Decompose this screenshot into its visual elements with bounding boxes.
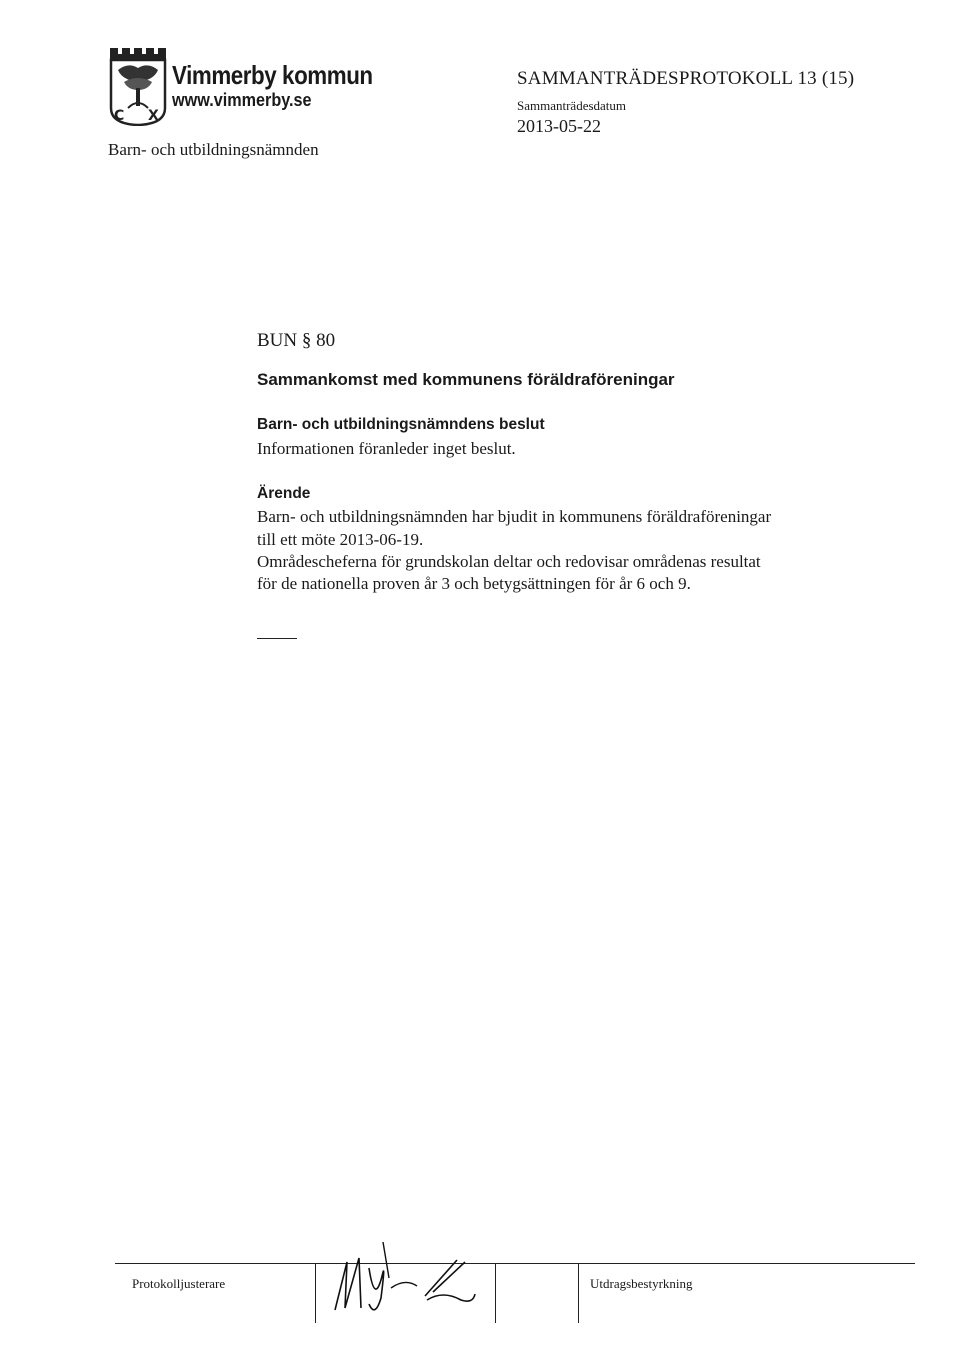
board-name: Barn- och utbildningsnämnden: [108, 140, 319, 159]
document-type: [517, 68, 854, 90]
svg-text:C: C: [114, 108, 125, 124]
extract-label: Utdragsbestyrkning: [590, 1276, 693, 1291]
signature-box-left-border: [315, 1263, 316, 1323]
org-url[interactable]: www.vimmerby.se: [172, 90, 312, 110]
document-type-label: SAMMANTRÄDESPROTOKOLL: [517, 68, 793, 89]
org-name: Vimmerby kommun: [172, 60, 373, 90]
page-info: 13 (15): [797, 68, 855, 89]
matter-line: för de nationella proven år 3 och betygsättningen för år 6 och 9.: [257, 574, 691, 593]
handwritten-signature-icon: [325, 1238, 495, 1318]
footer-rule: [115, 1263, 915, 1264]
matter-line: till ett möte 2013-06-19.: [257, 530, 424, 549]
adjuster-label: Protokolljusterare: [132, 1276, 226, 1291]
section-number: BUN § 80: [257, 330, 336, 351]
signature-box-right-border: [495, 1263, 496, 1323]
section-title: Sammankomst med kommunens föräldraföreningar: [257, 370, 675, 389]
matter-heading: Ärende: [257, 485, 311, 502]
decision-heading: Barn- och utbildningsnämndens beslut: [257, 416, 545, 433]
matter-line: Barn- och utbildningsnämnden har bjudit in kommunens föräldraföreningar: [257, 507, 772, 526]
extract-box-left-border: [578, 1263, 579, 1323]
coat-of-arms-icon: [108, 48, 168, 126]
meeting-date-value: 2013-05-22: [517, 116, 601, 136]
section-end-rule: [257, 638, 297, 639]
matter-line: Områdescheferna för grundskolan deltar och redovisar områdenas resultat: [257, 552, 761, 571]
meeting-date-label: Sammanträdesdatum: [517, 98, 627, 113]
svg-text:X: X: [148, 108, 159, 124]
decision-text: Informationen föranleder inget beslut.: [257, 439, 516, 458]
